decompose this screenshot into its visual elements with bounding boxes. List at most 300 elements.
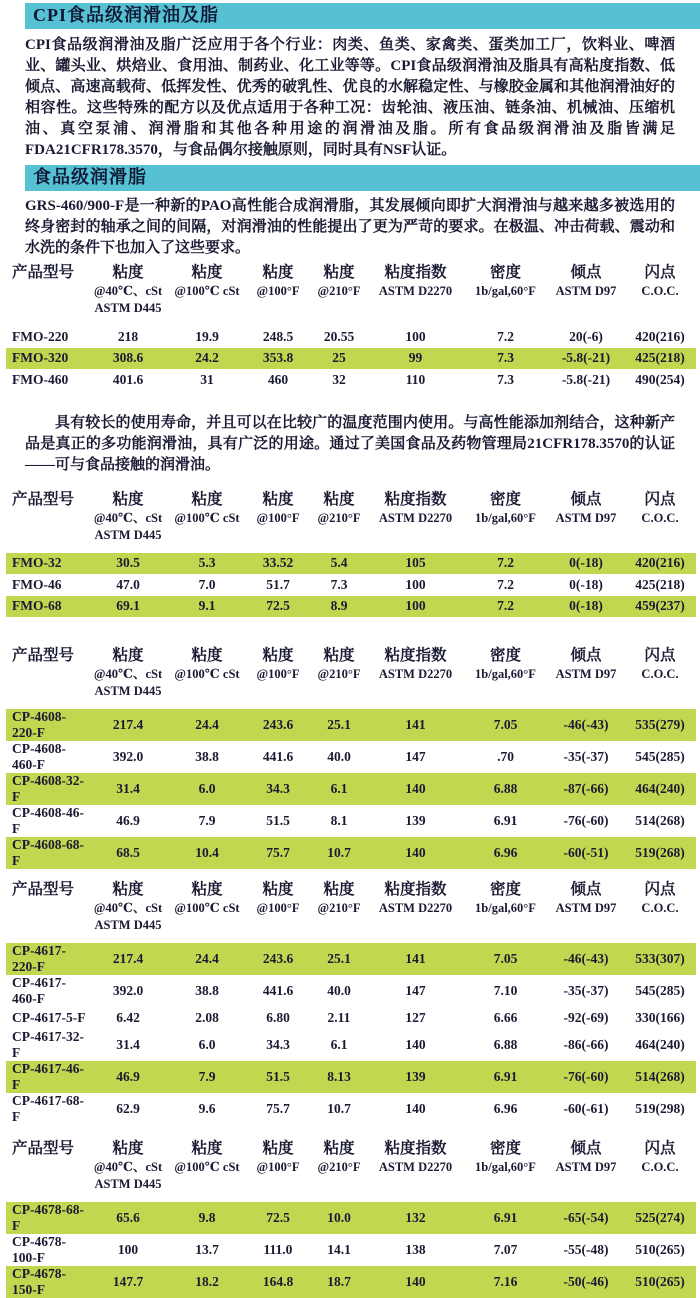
column-header-line3: ASTM D445: [94, 301, 162, 315]
spec-value: 127: [405, 1009, 426, 1025]
column-header-line1: 闪点: [644, 881, 676, 898]
spec-value: 46.9: [116, 813, 140, 828]
spec-value: 100: [405, 576, 426, 592]
spec-value: -5.8(-21): [561, 350, 611, 366]
column-header-line1: 粘度: [262, 1139, 294, 1157]
spec-value: 8.9: [330, 598, 348, 614]
column-header: [310, 1139, 368, 1202]
spec-value: 510(265): [635, 1273, 685, 1289]
spec-row: [6, 943, 696, 975]
spec-value: 111.0: [263, 1241, 293, 1257]
column-header: [246, 490, 310, 553]
spec-value: 30.5: [116, 555, 140, 571]
column-header-line2: @40℃、cSt: [93, 1159, 163, 1174]
column-header: [368, 263, 463, 326]
spec-value: 330(166): [635, 1009, 685, 1025]
column-header-line1: 粘度: [323, 881, 355, 898]
spec-value: 10.7: [327, 845, 351, 860]
spec-value: -46(-43): [563, 717, 609, 732]
spec-value: 2.11: [327, 1009, 351, 1025]
spec-value: 420(216): [635, 555, 685, 571]
product-model: CP-4608-460-F: [12, 741, 66, 772]
column-header-line2: @100°F: [256, 667, 300, 681]
spec-value: 6.91: [493, 813, 518, 828]
spec-row: [6, 741, 696, 773]
spec-row: [6, 326, 696, 348]
spec-value: 140: [405, 1273, 426, 1289]
column-header: [168, 1139, 246, 1202]
spec-value: -92(-69): [563, 1009, 609, 1025]
column-header: [246, 263, 310, 326]
column-header-line2: @40℃、cSt: [93, 510, 163, 525]
spec-value: 34.3: [266, 1036, 290, 1052]
column-header-line2: ASTM D97: [555, 510, 617, 525]
spec-row: [6, 553, 696, 575]
column-header-line1: 粘度指数: [384, 264, 447, 281]
spec-value: 138: [405, 1241, 426, 1257]
spec-table-section-fmo-heavy: [0, 263, 700, 391]
spec-value: 33.52: [262, 555, 294, 571]
spec-value: 25.1: [327, 951, 351, 966]
column-header-line1: 粘度: [323, 647, 355, 664]
spec-value: 0(-18): [569, 576, 603, 592]
column-header-line2: 1b/gal,60°F: [475, 284, 536, 298]
spec-value: 6.91: [493, 1068, 518, 1084]
spec-row: [6, 1234, 696, 1266]
spec-table: [6, 1139, 696, 1298]
spec-value: 51.5: [266, 813, 290, 828]
spec-value: 217.4: [112, 717, 144, 732]
spec-value: 100: [405, 598, 426, 614]
column-header: [548, 263, 624, 326]
spec-value: 6.1: [330, 1036, 348, 1052]
column-header: [310, 880, 368, 943]
column-header-line1: 密度: [489, 264, 521, 281]
column-header-line2: C.O.C.: [641, 284, 679, 298]
spec-table-section-cp4678: [0, 1139, 700, 1298]
column-header-line2: @100℃ cSt: [174, 901, 240, 915]
spec-value: 13.7: [195, 1241, 219, 1257]
column-header-line2: C.O.C.: [641, 667, 679, 681]
column-header-line2: ASTM D2270: [378, 284, 453, 298]
spec-value: 147.7: [112, 1273, 144, 1289]
column-header-line2: @100℃ cSt: [174, 510, 240, 525]
spec-value: 5.4: [330, 555, 348, 571]
column-header-line2: 1b/gal,60°F: [475, 667, 536, 681]
spec-value: 100: [405, 328, 426, 344]
column-header: [624, 263, 696, 326]
spec-row: [6, 709, 696, 741]
column-header-line1: 闪点: [644, 264, 676, 281]
spec-value: -86(-66): [563, 1036, 609, 1052]
column-header-line2: @210°F: [317, 1159, 361, 1174]
column-header: [246, 646, 310, 709]
column-header-line2: ASTM D97: [555, 901, 617, 915]
spec-value: 420(216): [635, 328, 685, 344]
spec-value: 7.2: [497, 328, 514, 344]
column-header-line1: 粘度指数: [384, 881, 447, 898]
spec-value: 425(218): [635, 350, 685, 366]
spec-table-section-fmo-light: [0, 490, 700, 618]
spec-value: 7.07: [493, 1241, 518, 1257]
product-model: FMO-220: [12, 328, 69, 344]
column-header-line1: 倾点: [570, 881, 602, 898]
spec-value: 6.96: [493, 1100, 518, 1116]
column-header-line3: ASTM D445: [94, 684, 162, 698]
spec-row: [6, 1061, 696, 1093]
spec-value: 31.4: [116, 781, 140, 796]
column-header-line2: @210°F: [317, 284, 361, 298]
column-header: [463, 263, 548, 326]
product-model: FMO-68: [12, 598, 62, 614]
spec-value: 7.05: [493, 951, 518, 966]
mid-note-paragraph: 具有较长的使用寿命，并且可以在比较广的温度范围内使用。与高性能添加剂结合，这种新产品是真正的多功能润滑油，具有广泛的用途。通过了美国食品及药物管理局21CFR178.3570的认证——可与食品接触的润滑油。: [25, 414, 675, 473]
spec-value: 0(-18): [569, 555, 603, 571]
column-header: [463, 490, 548, 553]
column-header: [368, 880, 463, 943]
spec-value: 9.1: [198, 598, 216, 614]
column-header-line2: ASTM D2270: [378, 667, 453, 681]
spec-row: [6, 837, 696, 869]
column-header-line1: 粘度: [112, 647, 144, 664]
column-header-line1: 倾点: [570, 1139, 602, 1157]
spec-value: 7.9: [198, 1068, 216, 1084]
column-header-line2: C.O.C.: [641, 510, 679, 525]
spec-value: 6.1: [330, 781, 348, 796]
spec-value: 218: [117, 328, 139, 344]
spec-value: 31.4: [116, 1036, 140, 1052]
column-header: [168, 880, 246, 943]
spec-value: 441.6: [262, 749, 294, 764]
column-header-line3: ASTM D445: [94, 918, 162, 932]
product-model: CP-4608-68-F: [12, 837, 84, 868]
spec-value: 6.42: [116, 1009, 140, 1025]
spec-value: -46(-43): [563, 951, 609, 966]
spec-value: 62.9: [116, 1100, 140, 1116]
spec-value: -87(-66): [563, 781, 609, 796]
column-header-line2: C.O.C.: [641, 1159, 679, 1174]
spec-value: 69.1: [116, 598, 140, 614]
spec-value: 51.7: [266, 576, 290, 592]
column-header: [624, 646, 696, 709]
column-header-line2: ASTM D97: [555, 1159, 617, 1174]
column-header-line1: 粘度: [191, 647, 223, 664]
column-header-line2: @210°F: [317, 901, 361, 915]
column-header-line2: @100℃ cSt: [174, 1159, 240, 1174]
spec-value: 99: [408, 350, 423, 366]
spec-value: 32: [332, 371, 346, 387]
column-header-line2: 1b/gal,60°F: [475, 1159, 536, 1174]
column-header-line1: 倾点: [570, 647, 602, 664]
spec-table: [6, 880, 696, 1125]
spec-value: 38.8: [195, 983, 219, 998]
product-model: CP-4617-68-F: [12, 1092, 84, 1124]
spec-value: 464(240): [635, 1036, 685, 1052]
spec-row: [6, 975, 696, 1007]
column-header: [246, 880, 310, 943]
column-header: [246, 1139, 310, 1202]
spec-value: 34.3: [266, 781, 290, 796]
spec-value: 7.9: [198, 813, 216, 828]
column-header-line2: @40℃、cSt: [93, 901, 163, 915]
column-header: [548, 646, 624, 709]
column-header: [548, 1139, 624, 1202]
column-header-line1: 倾点: [570, 264, 602, 281]
column-header: [463, 1139, 548, 1202]
spec-value: 100: [117, 1241, 139, 1257]
spec-value: 459(237): [635, 598, 685, 614]
column-header-line1: 粘度: [191, 264, 223, 281]
spec-value: 51.5: [266, 1068, 290, 1084]
spec-value: 8.1: [330, 813, 348, 828]
spec-value: 140: [405, 845, 426, 860]
spec-value: 7.05: [493, 717, 518, 732]
spec-value: 132: [405, 1209, 426, 1225]
spec-value: 24.4: [195, 717, 219, 732]
spec-table: [6, 646, 696, 869]
product-model: CP-4608-46-F: [12, 805, 84, 836]
product-model: FMO-320: [12, 350, 69, 366]
spec-value: 10.0: [327, 1209, 351, 1225]
spec-value: 47.0: [116, 576, 140, 592]
column-header-line2: ASTM D2270: [378, 1159, 453, 1174]
spec-value: 7.3: [330, 576, 348, 592]
column-header: [88, 1139, 168, 1202]
product-model: CP-4617-5-F: [12, 1009, 86, 1025]
spec-value: 31: [200, 371, 214, 387]
spec-value: 140: [405, 1100, 426, 1116]
column-header-line2: @100℃ cSt: [174, 667, 240, 681]
column-header: [168, 263, 246, 326]
spec-value: 9.8: [198, 1209, 216, 1225]
column-header-line2: @100°F: [256, 901, 300, 915]
spec-value: 68.5: [116, 845, 140, 860]
product-model: CP-4617-46-F: [12, 1060, 84, 1092]
spec-value: -65(-54): [563, 1209, 609, 1225]
spec-value: 19.9: [195, 328, 219, 344]
spec-value: 217.4: [112, 951, 144, 966]
column-header-line1: 粘度: [191, 1139, 223, 1157]
column-header: [624, 490, 696, 553]
column-header-line1: 粘度: [112, 1139, 144, 1157]
column-header: [88, 490, 168, 553]
spec-value: 7.2: [497, 576, 514, 592]
spec-value: -60(-51): [563, 845, 609, 860]
spec-value: 6.96: [493, 845, 518, 860]
spec-row: [6, 1007, 696, 1029]
spec-table-section-cp4617: [0, 880, 700, 1125]
spec-value: 24.2: [195, 350, 219, 366]
spec-row: [6, 574, 696, 596]
spec-value: 7.16: [493, 1273, 518, 1289]
column-header: [548, 880, 624, 943]
column-header-line1: 密度: [489, 1139, 521, 1157]
column-header-line1: 密度: [489, 647, 521, 664]
spec-value: 20.55: [323, 328, 355, 344]
column-header-line1: 粘度指数: [384, 1139, 447, 1157]
column-header-line1: 闪点: [644, 1139, 676, 1157]
spec-value: 6.66: [493, 1009, 518, 1025]
spec-value: 392.0: [112, 749, 144, 764]
column-header-line2: @210°F: [317, 667, 361, 681]
column-header-line1: 闪点: [644, 647, 676, 664]
column-header-product: 产品型号: [12, 264, 75, 281]
spec-value: -60(-61): [563, 1100, 609, 1116]
spec-value: 10.4: [195, 845, 219, 860]
spec-value: 72.5: [266, 1209, 290, 1225]
spec-value: 514(268): [635, 1068, 685, 1084]
spec-value: 7.3: [497, 371, 514, 387]
column-header-line1: 倾点: [570, 490, 602, 508]
column-header: [168, 490, 246, 553]
column-header-product: 产品型号: [12, 881, 75, 898]
spec-value: 46.9: [116, 1068, 140, 1084]
column-header-line2: ASTM D2270: [378, 901, 453, 915]
spec-header-row: [6, 490, 696, 553]
spec-row: [6, 348, 696, 370]
column-header: [548, 490, 624, 553]
product-model: CP-4608-220-F: [12, 709, 66, 740]
spec-row: [6, 1093, 696, 1125]
product-model: FMO-460: [12, 371, 69, 387]
spec-value: 139: [405, 1068, 426, 1084]
spec-value: 490(254): [635, 371, 685, 387]
spec-table-section-cp4608: [0, 646, 700, 869]
spec-value: 519(268): [635, 845, 685, 860]
spec-value: 147: [405, 749, 426, 764]
spec-value: 425(218): [635, 576, 685, 592]
spec-value: 510(265): [635, 1241, 685, 1257]
column-header-line1: 粘度: [262, 490, 294, 508]
spec-value: 40.0: [327, 983, 351, 998]
column-header-line2: ASTM D2270: [378, 510, 453, 525]
column-header: [88, 646, 168, 709]
page: [0, 3, 700, 1298]
spec-table: [6, 490, 696, 618]
spec-value: 75.7: [266, 1100, 290, 1116]
column-header-line2: @40℃、cSt: [93, 667, 163, 681]
spec-value: 545(285): [635, 749, 685, 764]
spec-row: [6, 805, 696, 837]
spec-value: 105: [405, 555, 426, 571]
product-model: CP-4678-150-F: [12, 1265, 66, 1297]
column-header-line1: 粘度指数: [384, 490, 447, 508]
spec-row: [6, 1029, 696, 1061]
spec-value: 6.0: [198, 781, 216, 796]
spec-value: 14.1: [327, 1241, 351, 1257]
column-header: [310, 490, 368, 553]
column-header-line1: 密度: [489, 490, 521, 508]
column-header-line1: 粘度: [191, 490, 223, 508]
spec-value: 20(-6): [569, 328, 603, 344]
spec-value: 18.2: [195, 1273, 219, 1289]
product-model: FMO-46: [12, 576, 62, 592]
spec-value: 0(-18): [569, 598, 603, 614]
spec-value: 24.4: [195, 951, 219, 966]
column-header-line1: 粘度: [112, 881, 144, 898]
column-header: [310, 646, 368, 709]
spec-value: 514(268): [635, 813, 685, 828]
spec-value: -35(-37): [563, 749, 609, 764]
column-header: [368, 646, 463, 709]
product-model: CP-4617-32-F: [12, 1028, 84, 1060]
spec-value: 460: [267, 371, 289, 387]
column-header-line1: 粘度: [112, 490, 144, 508]
spec-row: [6, 596, 696, 618]
spec-value: 140: [405, 1036, 426, 1052]
spec-header-row: [6, 880, 696, 943]
column-header: [88, 880, 168, 943]
column-header: [624, 1139, 696, 1202]
spec-value: 308.6: [112, 350, 144, 366]
column-header-line2: C.O.C.: [641, 901, 679, 915]
spec-value: 25: [332, 350, 346, 366]
spec-value: 441.6: [262, 983, 294, 998]
spec-value: 7.2: [497, 598, 514, 614]
spec-value: -5.8(-21): [561, 371, 611, 387]
spec-row: [6, 369, 696, 391]
spec-value: 164.8: [262, 1273, 294, 1289]
spec-value: 110: [405, 371, 426, 387]
column-header-product: 产品型号: [12, 647, 75, 664]
column-header: [310, 263, 368, 326]
spec-value: 147: [405, 983, 426, 998]
product-model: FMO-32: [12, 555, 62, 571]
spec-value: 139: [405, 813, 426, 828]
product-model: CP-4608-32-F: [12, 773, 84, 804]
column-header-line1: 粘度: [323, 1139, 355, 1157]
column-header: [368, 490, 463, 553]
spec-value: 7.0: [198, 576, 216, 592]
spec-value: -55(-48): [563, 1241, 609, 1257]
column-header-line2: @100°F: [256, 284, 300, 298]
spec-value: 464(240): [635, 781, 685, 796]
spec-value: 10.7: [327, 1100, 351, 1116]
column-header-line2: @100°F: [256, 510, 300, 525]
spec-value: 38.8: [195, 749, 219, 764]
spec-value: 519(298): [635, 1100, 685, 1116]
column-header-line2: @100°F: [256, 1159, 300, 1174]
spec-value: 7.10: [493, 983, 518, 998]
spec-value: 7.2: [497, 555, 514, 571]
column-header: [463, 880, 548, 943]
column-header-line1: 粘度: [262, 264, 294, 281]
column-header-line2: ASTM D97: [555, 284, 617, 298]
spec-value: 65.6: [116, 1209, 140, 1225]
spec-value: 401.6: [112, 371, 144, 387]
column-header-line2: ASTM D97: [555, 667, 617, 681]
column-header-line1: 粘度: [323, 490, 355, 508]
column-header-product: 产品型号: [12, 490, 75, 508]
spec-header-row: [6, 1139, 696, 1202]
spec-value: 140: [405, 781, 426, 796]
column-header: [368, 1139, 463, 1202]
spec-value: 141: [405, 951, 426, 966]
spec-value: 6.88: [493, 1036, 518, 1052]
column-header-line3: ASTM D445: [94, 1176, 162, 1191]
product-model: CP-4617-220-F: [12, 943, 66, 974]
spec-value: 392.0: [112, 983, 144, 998]
column-header-product: 产品型号: [12, 1139, 75, 1157]
column-header-line1: 粘度: [112, 264, 144, 281]
spec-table: [6, 263, 696, 391]
spec-value: 5.3: [198, 555, 216, 571]
section-title-oils: CPI食品级润滑油及脂: [25, 3, 700, 29]
spec-value: 353.8: [262, 350, 294, 366]
spec-value: 18.7: [327, 1273, 351, 1289]
spec-value: -50(-46): [563, 1273, 609, 1289]
column-header-line1: 闪点: [644, 490, 676, 508]
